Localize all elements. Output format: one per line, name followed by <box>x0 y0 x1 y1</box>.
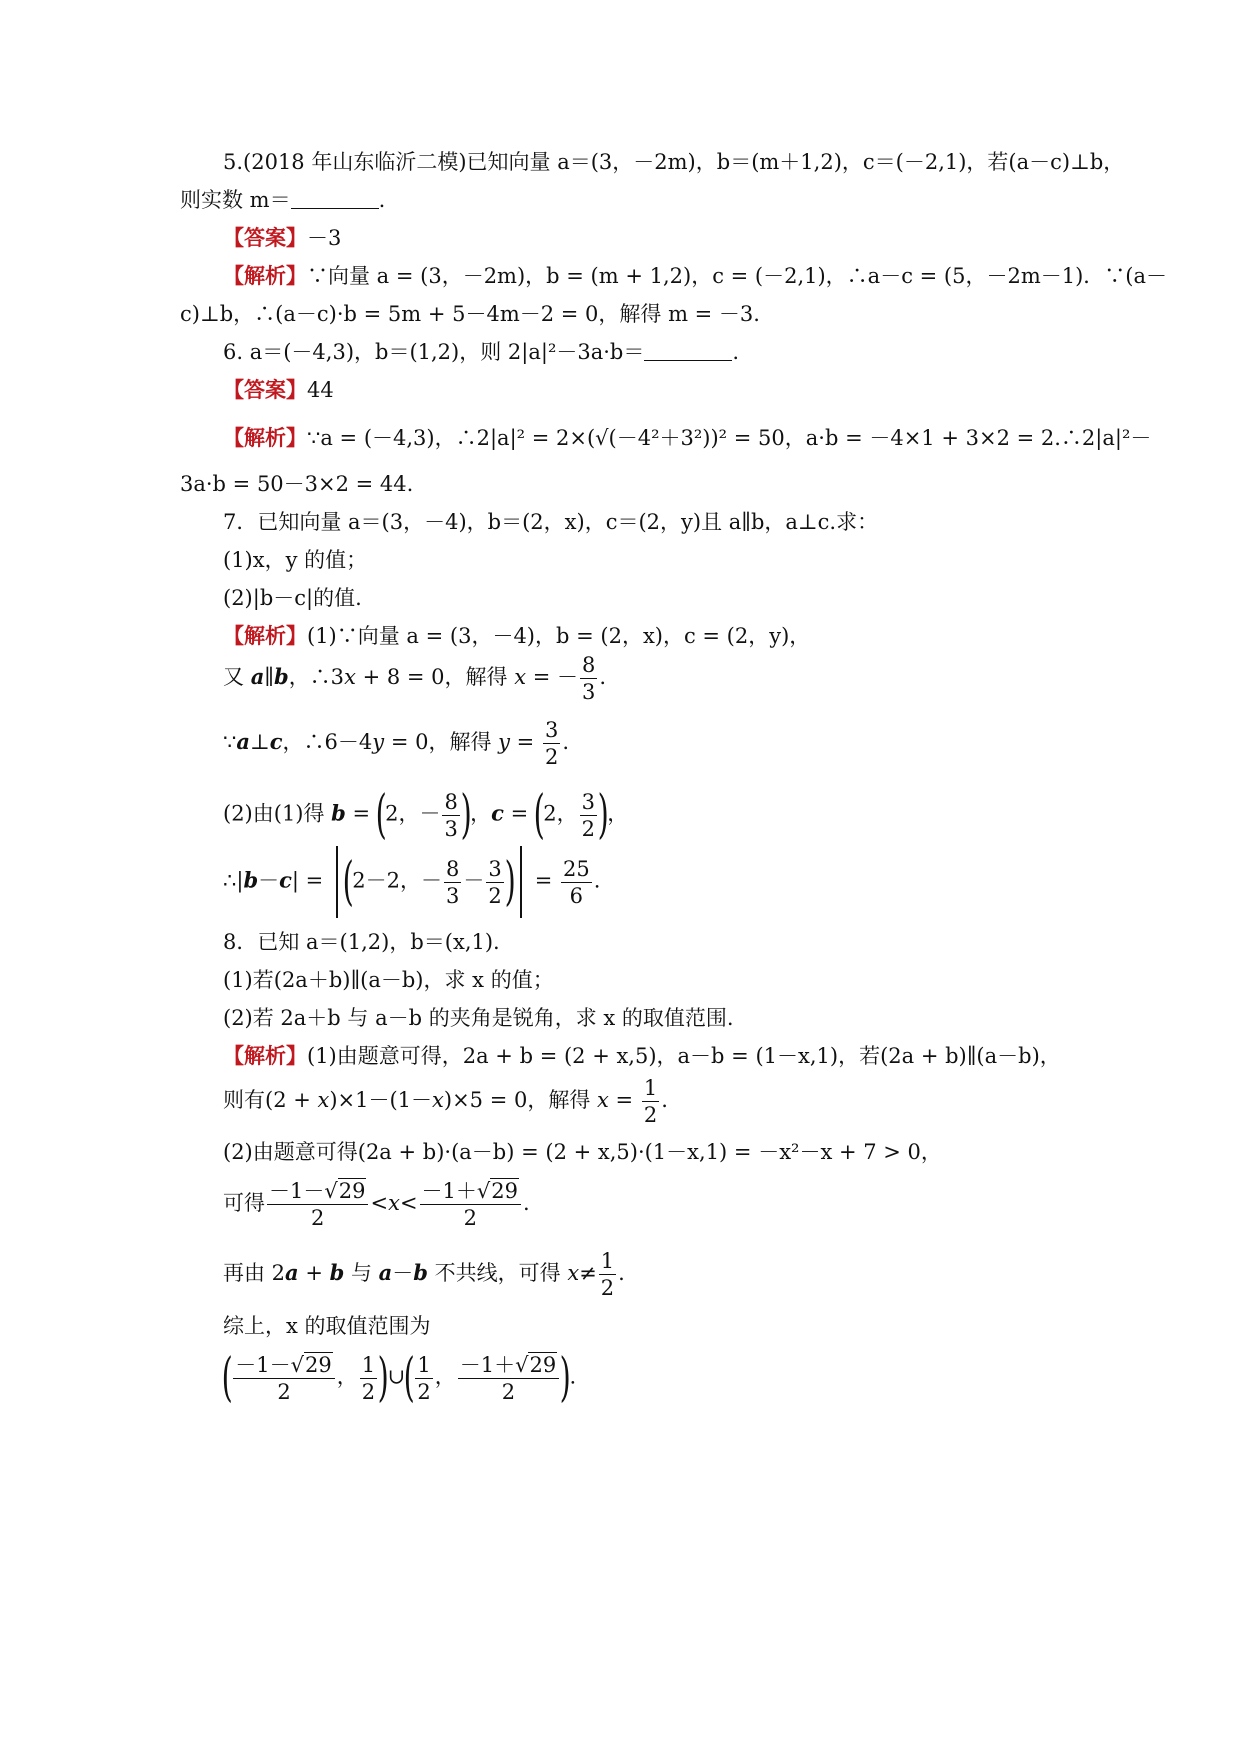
q7-analysis-line1: 【解析】(1)∵向量 a = (3，－4)，b = (2，x)，c = (2，y)， <box>223 624 811 648</box>
q6-analysis-line2: 3a·b = 50－3×2 = 44. <box>180 472 414 496</box>
q8-step1: 则有(2 + x)×1－(1－x)×5 = 0，解得 x = $\frac{1}{2}$ . <box>223 1076 668 1127</box>
q8-step4: 再由 2a + b 与 a－b 不共线，可得 x≠ $\frac{1}{2}$ . <box>223 1249 625 1300</box>
q6-analysis-line1: 【解析】∵a = (－4,3)，∴2|a|² = 2×(√(－4²＋3²))² = 50，a·b = －4×1 + 3×2 = 2.∴2|a|²－ <box>223 426 1152 450</box>
q8-part2: (2)若 2a＋b 与 a－b 的夹角是锐角，求 x 的取值范围. <box>223 1006 734 1030</box>
q5-stem-line2: 则实数 m＝ . <box>180 188 386 212</box>
q8-analysis-line1: 【解析】(1)由题意可得，2a + b = (2 + x,5)，a－b = (1－x,1)，若(2a + b)∥(a－b)， <box>223 1044 1061 1068</box>
q7-step-x: 又 a∥b，∴3x + 8 = 0，解得 x = － $\frac{8}{3}$ . <box>223 653 607 704</box>
answer-blank <box>291 188 379 209</box>
q8-stem: 8．已知 a＝(1,2)，b＝(x,1). <box>223 930 500 954</box>
q7-part2: (2)|b－c|的值. <box>223 586 362 610</box>
q5-analysis-line2: c)⊥b，∴(a－c)·b = 5m + 5－4m－2 = 0，解得 m = －3. <box>180 302 760 326</box>
q5-answer: 【答案】－3 <box>223 226 342 250</box>
q7-step-y: ∵a⊥c，∴6－4y = 0，解得 y = $\frac{3}{2}$ . <box>223 718 570 769</box>
q6-answer: 【答案】44 <box>223 378 334 402</box>
q8-step6: ( $\frac{-1-√29}{2}$ ， $\frac{1}{2}$ )∪( $\frac{1}{2}$ ， $\frac{-1+√29}{2}$ ). <box>221 1348 577 1408</box>
q7-part1: (1)x，y 的值； <box>223 548 368 572</box>
q7-step-norm: ∴|b－c| = (2－2，－ $\frac{8}{3}$ － $\frac{3}{2}$ ) = $\frac{25}{6}$ . <box>223 846 600 918</box>
q8-step2: (2)由题意可得(2a + b)·(a－b) = (2 + x,5)·(1－x,1) = －x²－x + 7 > 0， <box>223 1140 942 1164</box>
q7-step-bc: (2)由(1)得 b = (2，－ $\frac{8}{3}$ )，c = (2， $\frac{3}{2}$ )， <box>223 785 629 845</box>
q8-part1: (1)若(2a＋b)∥(a－b)，求 x 的值； <box>223 968 554 992</box>
q7-stem: 7．已知向量 a＝(3，－4)，b＝(2，x)，c＝(2，y)且 a∥b，a⊥c.求： <box>223 510 879 534</box>
q5-stem-line1: 5.(2018 年山东临沂二模)已知向量 a＝(3，－2m)，b＝(m＋1,2)，c＝(－2,1)，若(a－c)⊥b， <box>223 150 1125 174</box>
q8-step5: 综上，x 的取值范围为 <box>223 1314 431 1338</box>
q8-step3: 可得 $\frac{-1-√29}{2}$ <x< $\frac{-1+√29}{2}$ . <box>223 1179 530 1230</box>
answer-blank <box>644 340 732 361</box>
q6-stem: 6. a＝(－4,3)，b＝(1,2)，则 2|a|²－3a·b＝ . <box>223 340 740 364</box>
q5-analysis-line1: 【解析】∵向量 a = (3，－2m)，b = (m + 1,2)，c = (－2,1)，∴a－c = (5，－2m－1)．∵(a－ <box>223 264 1168 288</box>
